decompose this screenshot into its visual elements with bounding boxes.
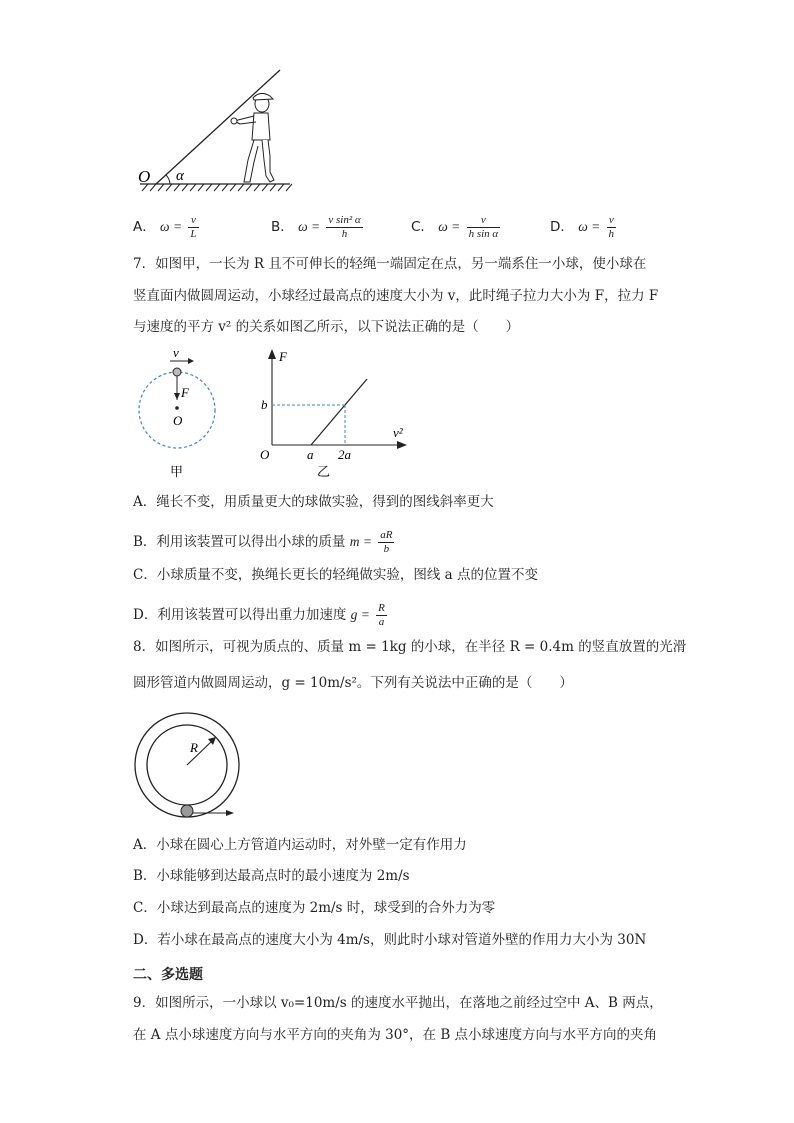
fraction: $\frac{v}{L}$ xyxy=(190,214,197,240)
fraction: $\frac{\text{v sin² α}}{h}$ xyxy=(328,214,361,240)
label-2a: 2a xyxy=(338,447,351,462)
label-O: O xyxy=(173,413,183,428)
q6-option-d[interactable]: D． ω = $\frac{v}{h}$ xyxy=(550,214,615,240)
q7-option-b[interactable]: B．利用该装置可以得出小球的质量 m = $\frac{aR}{b}$ xyxy=(133,529,393,555)
q7-option-c[interactable]: C．小球质量不变，换绳长更长的轻绳做实验，图线 a 点的位置不变 xyxy=(133,567,538,583)
label-a: a xyxy=(307,447,314,462)
fraction: $\frac{aR}{b}$ xyxy=(380,529,393,555)
q8-option-b[interactable]: B．小球能够到达最高点时的最小速度为 2m/s xyxy=(133,868,410,884)
label-F: F xyxy=(279,349,287,364)
q9-stem-line-1: 9．如图所示，一小球以 v₀=10m/s 的速度水平抛出，在落地之前经过空中 A、B 两点， xyxy=(133,995,663,1011)
q7-figure-yi xyxy=(255,345,415,485)
q6-option-c[interactable]: C． ω = $\frac{v}{\text{h sin α}}$ xyxy=(411,214,499,240)
q8-tube-figure xyxy=(130,710,250,825)
q8-option-d[interactable]: D．若小球在最高点的速度大小为 4m/s，则此时小球对管道外壁的作用力大小为 30N xyxy=(133,932,647,948)
label-F: F xyxy=(181,385,189,400)
q8-stem-line-2: 圆形管道内做圆周运动，g = 10m/s²。下列有关说法中正确的是（ ） xyxy=(133,675,573,691)
label-O: O xyxy=(138,167,151,186)
fraction: $\frac{v}{h}$ xyxy=(608,214,615,240)
label-R: R xyxy=(190,740,198,755)
q9-stem-line-2: 在 A 点小球速度方向与水平方向的夹角为 30°，在 B 点小球速度方向与水平方向的夹角 xyxy=(133,1027,658,1043)
q7-stem-line-2: 竖直面内做圆周运动，小球经过最高点的速度大小为 v，此时绳子拉力大小为 F，拉力 F xyxy=(133,288,659,304)
q8-option-a[interactable]: A．小球在圆心上方管道内运动时，对外壁一定有作用力 xyxy=(133,837,467,853)
q7-option-d[interactable]: D．利用该装置可以得出重力加速度 g = $\frac{R}{a}$ xyxy=(133,602,385,628)
q8-option-c[interactable]: C．小球达到最高点的速度为 2m/s 时，球受到的合外力为零 xyxy=(133,900,496,916)
fraction: $\frac{v}{\text{h sin α}}$ xyxy=(468,214,499,240)
q7-figure-jia xyxy=(130,345,230,485)
section-heading: 二、多选题 xyxy=(133,967,203,983)
caption-yi: 乙 xyxy=(317,465,331,480)
q6-option-b[interactable]: B． ω = $\frac{\text{v sin² α}}{h}$ xyxy=(271,214,361,240)
person-figure xyxy=(231,93,274,182)
label-b: b xyxy=(261,397,268,412)
q7-stem-line-3: 与速度的平方 v² 的关系如图乙所示，以下说法正确的是（ ） xyxy=(133,319,520,335)
label-alpha: α xyxy=(176,168,184,184)
q7-stem-line-1: 7．如图甲，一长为 R 且不可伸长的轻绳一端固定在点，另一端系住一小球，使小球在 xyxy=(133,256,647,272)
q8-stem-line-1: 8．如图所示，可视为质点的、质量 m = 1kg 的小球，在半径 R = 0.4m 的竖直放置的光滑 xyxy=(133,639,687,655)
label-v2: v² xyxy=(393,425,403,440)
fraction: $\frac{R}{a}$ xyxy=(378,602,385,628)
label-O: O xyxy=(260,447,270,462)
label-v: v xyxy=(173,345,179,360)
q7-option-a[interactable]: A．绳长不变，用质量更大的球做实验，得到的图线斜率更大 xyxy=(133,494,494,510)
caption-jia: 甲 xyxy=(170,465,184,480)
incline-figure xyxy=(130,60,300,200)
q6-option-a[interactable]: A． ω = $\frac{v}{L}$ xyxy=(133,214,197,240)
